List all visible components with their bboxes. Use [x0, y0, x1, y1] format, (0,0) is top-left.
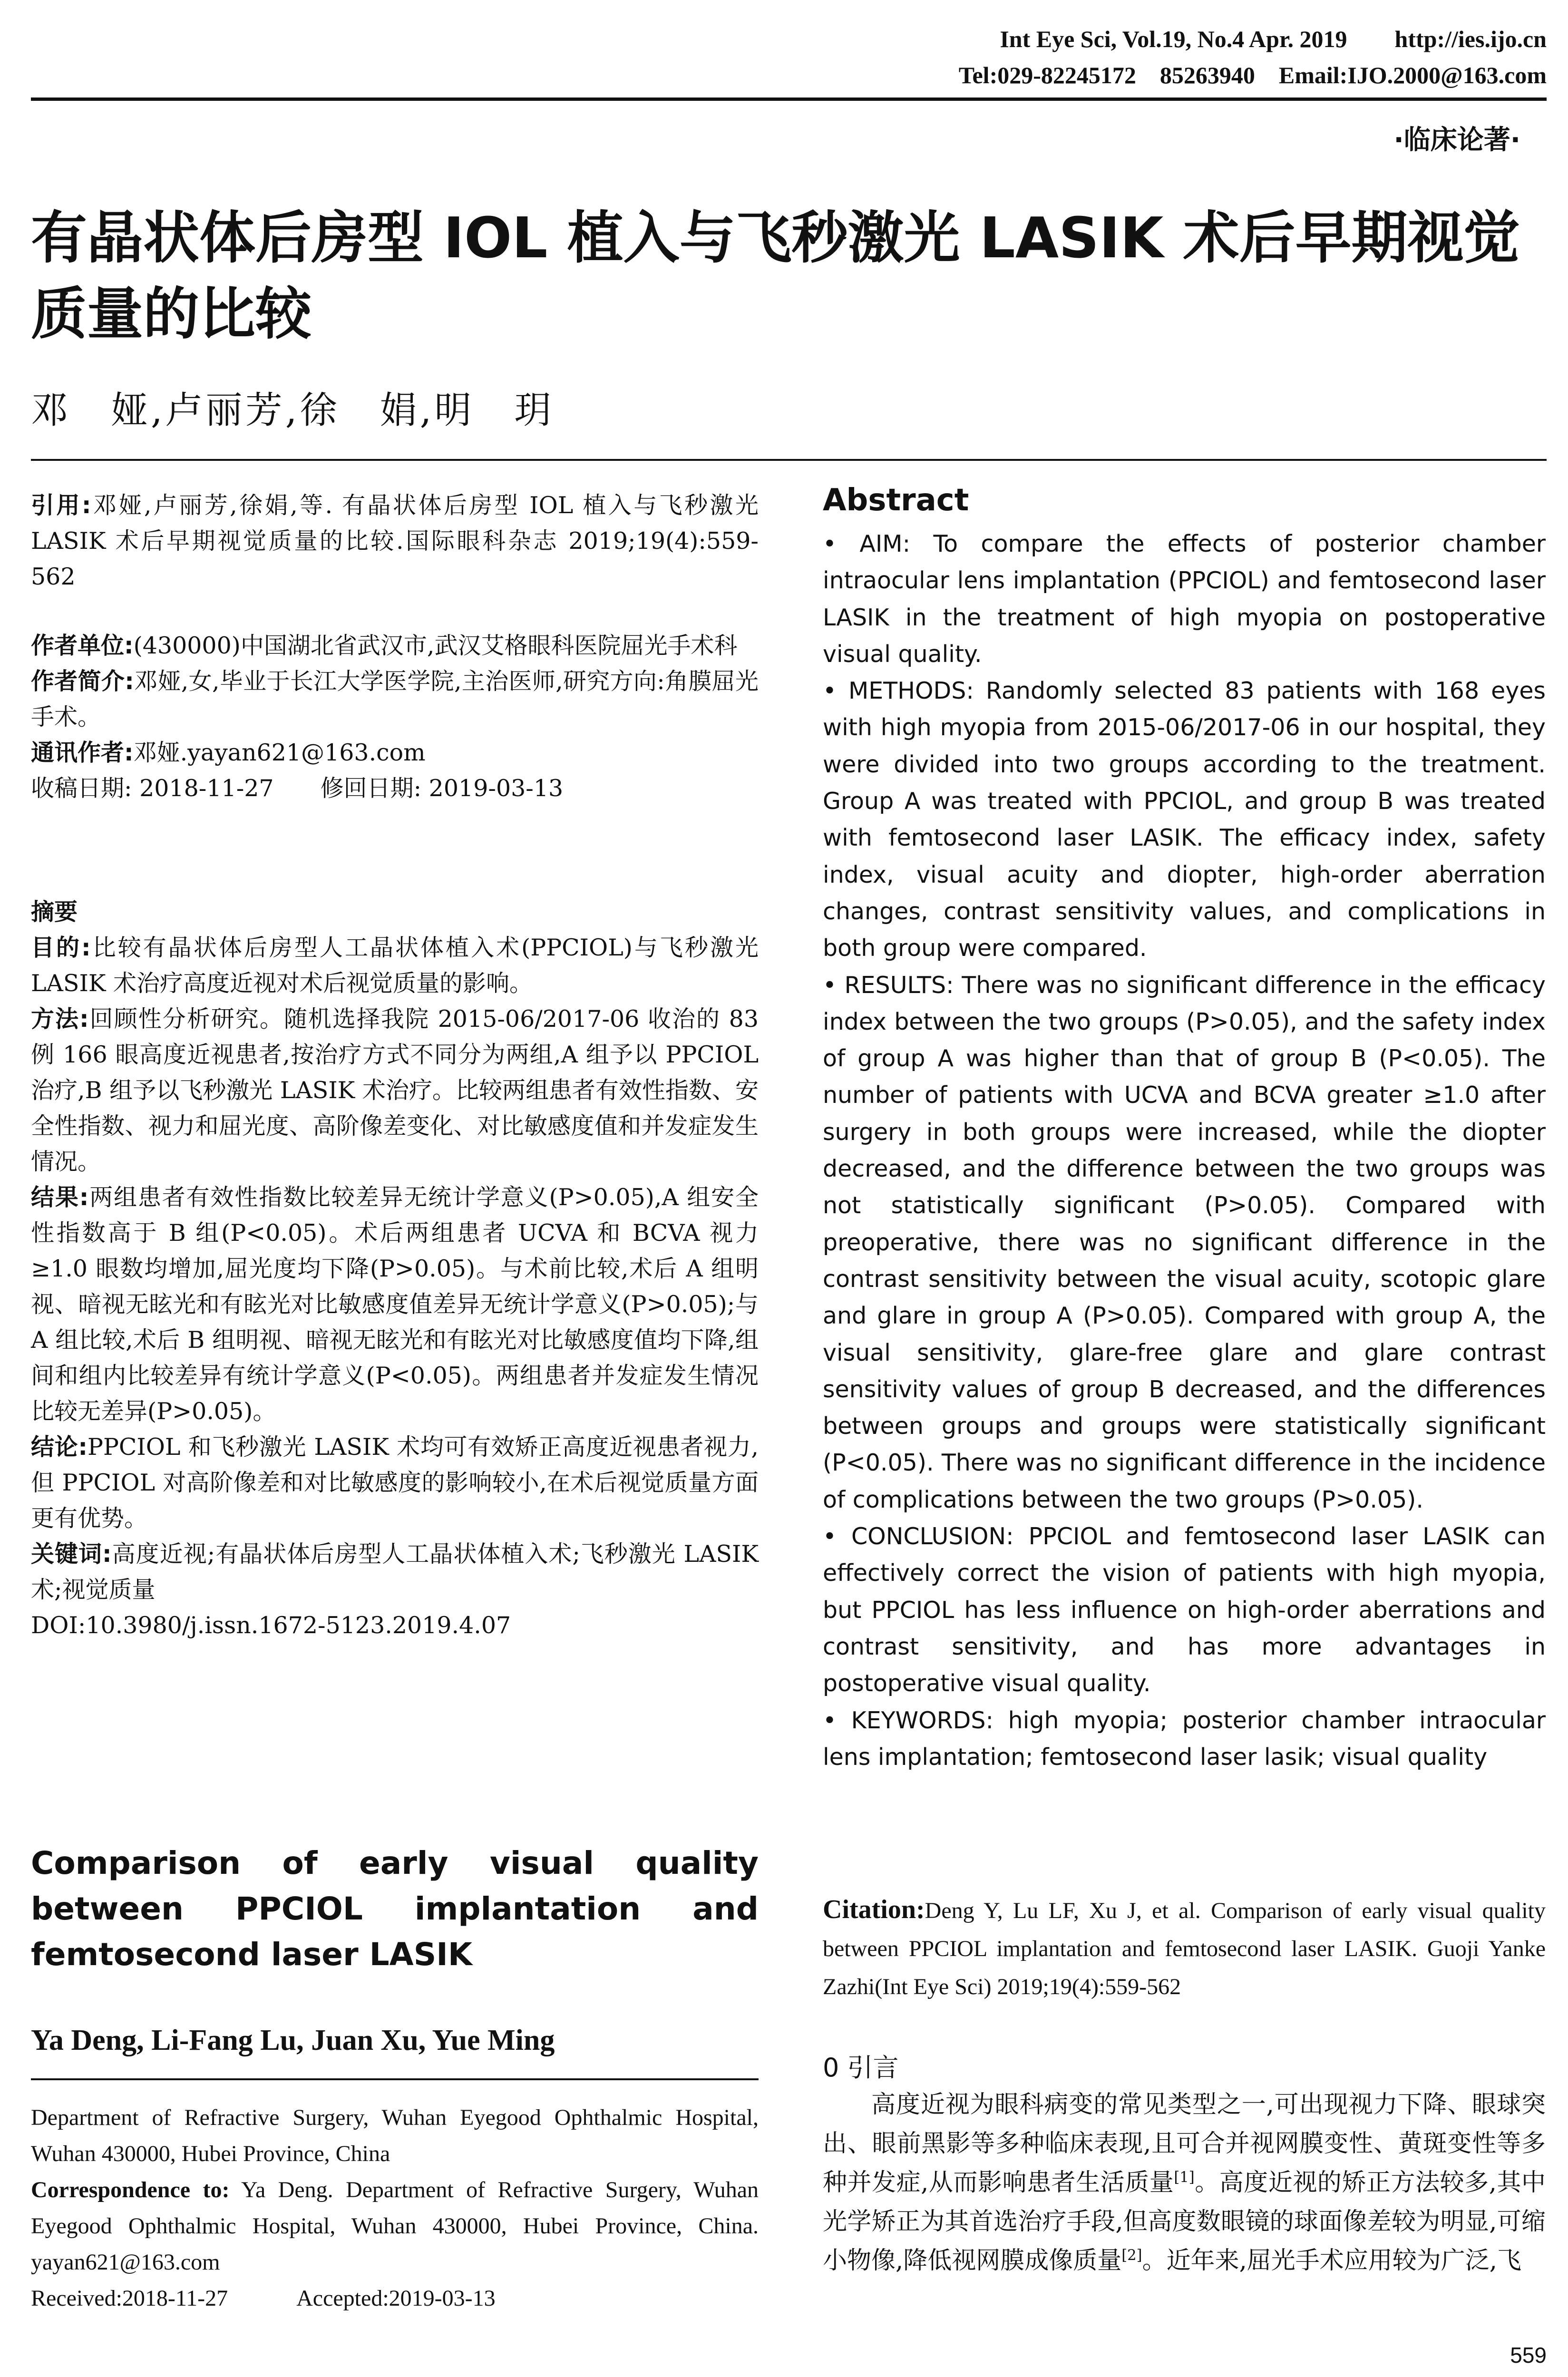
- journal-header-line: Int Eye Sci, Vol.19, No.4 Apr. 2019 http://ies.ijo.cn: [1000, 26, 1547, 52]
- citation-en: Citation:Deng Y, Lu LF, Xu J, et al. Comparison of early visual quality between PPCIOL implantation and femtosecond laser LASIK. Guoji Yanke Zazhi(Int Eye Sci) 2019;19(4):559-562: [823, 1895, 1546, 1999]
- header-rule: [31, 97, 1547, 101]
- ref-2: [2]: [1121, 2247, 1142, 2264]
- journal-contact-line: Tel:029-82245172 85263940 Email:IJO.2000@163.com: [958, 62, 1547, 88]
- intro-heading: 0 引言: [823, 2053, 899, 2083]
- en-metadata: [31, 2100, 759, 2317]
- methods-cn: 方法:回顾性分析研究。随机选择我院 2015-06/2017-06 收治的 83 例 166 眼高度近视患者,按治疗方式不同分为两组,A 组予以 PPCIOL 治疗,B 组予以飞秒激光 LASIK 术治疗。比较两组患者有效性指数、安全性指数、视力和屈光度、高阶像差变化、对比敏感度值和并发症发生情况。: [31, 1005, 759, 1175]
- cn-metadata: [31, 487, 759, 806]
- citation-cn: 引用:邓娅,卢丽芳,徐娟,等. 有晶状体后房型 IOL 植入与飞秒激光 LASIK 术后早期视觉质量的比较.国际眼科杂志 2019;19(4):559-562: [31, 492, 759, 590]
- corr-cn: 通讯作者:邓娅.yayan621@163.com: [31, 739, 426, 766]
- section-label: ·临床论著·: [1393, 125, 1520, 156]
- corr-en: Correspondence to: Ya Deng. Department of Refractive Surgery, Wuhan Eyegood Ophthalmic Hospital, Wuhan 430000, Hubei Province, China. yayan621@163.com: [31, 2177, 759, 2275]
- article-title-en: Comparison of early visual quality between PPCIOL implantation and femtosecond laser LASIK: [31, 1845, 759, 1973]
- abstract-heading-en: Abstract: [823, 483, 969, 518]
- conclusion-cn: 结论:PPCIOL 和飞秒激光 LASIK 术均可有效矫正高度近视患者视力,但 PPCIOL 对高阶像差和对比敏感度的影响较小,在术后视觉质量方面更有优势。: [31, 1433, 759, 1532]
- affiliation-cn: 作者单位:(430000)中国湖北省武汉市,武汉艾格眼科医院屈光手术科: [31, 632, 738, 659]
- authors-en: Ya Deng, Li-Fang Lu, Juan Xu, Yue Ming: [31, 2024, 555, 2056]
- abstract-methods: • METHODS: Randomly selected 83 patients with 168 eyes with high myopia from 2015-06/2017-06 in our hospital, they were divided into two groups according to the treatment. Group A was treated with PPCIOL, and group B was treated with femtosecond laser LASIK. The efficacy index, safety index, visual acuity and diopter, high-order aberration changes, contrast sensitivity values, and complications in both group were compared.: [823, 677, 1546, 962]
- intro-paragraph: 高度近视为眼科病变的常见类型之一,可出现视力下降、眼球突出、眼前黑影等多种临床表现,且可合并视网膜变性、黄斑变性等多种并发症,从而影响患者生活质量[1]。高度近视的矫正方法较多,其中光学矫正为其首选治疗手段,但高度数眼镜的球面像差较为明显,可缩小物像,降低视网膜成像质量[2]。近年来,屈光手术应用较为广泛,飞: [823, 2091, 1546, 2275]
- title-rule: [31, 459, 1547, 461]
- department-en: Department of Refractive Surgery, Wuhan Eyegood Ophthalmic Hospital, Wuhan 430000, Hubei Province, China: [31, 2105, 759, 2166]
- abstract-en: [823, 526, 1546, 1775]
- results-cn: 结果:两组患者有效性指数比较差异无统计学意义(P>0.05),A 组安全性指数高于 B 组(P<0.05)。术后两组患者 UCVA 和 BCVA 视力≥1.0 眼数均增加,屈光度均下降(P>0.05)。与术前比较,术后 A 组明视、暗视无眩光和有眩光对比敏感度值差异无统计学意义(P>0.05);与 A 组比较,术后 B 组明视、暗视无眩光和有眩光对比敏感度值均下降,组间和组内比较差异有统计学意义(P<0.05)。两组患者并发症发生情况比较无差异(P>0.05)。: [31, 1184, 759, 1425]
- abstract-aim: • AIM: To compare the effects of posterior chamber intraocular lens implantation (PPCIOL) and femtosecond laser LASIK in the treatment of high myopia on postoperative visual quality.: [823, 530, 1546, 668]
- aim-cn: 目的:比较有晶状体后房型人工晶状体植入术(PPCIOL)与飞秒激光 LASIK 术治疗高度近视对术后视觉质量的影响。: [31, 934, 759, 997]
- intro-body: [823, 2085, 1546, 2280]
- abstract-heading-cn: 摘要: [31, 898, 78, 925]
- article-title-cn: 有晶状体后房型 IOL 植入与飞秒激光 LASIK 术后早期视觉质量的比较: [31, 205, 1520, 347]
- abstract-results: • RESULTS: There was no significant difference in the efficacy index between the two groups (P>0.05), and the safety index of group A was higher than that of group B (P<0.05). The number of patients with UCVA and BCVA greater ≥1.0 after surgery in both groups were increased, while the diopter decreased, and the difference between the two groups was not statistically significant (P>0.05). Compared with preoperative, there was no significant difference in the contrast sensitivity between the visual acuity, scotopic glare and glare in group A (P>0.05). Compared with group A, the visual sensitivity, glare-free glare and glare contrast sensitivity values of group B decreased, and the differences between groups and groups were statistically significant (P<0.05). There was no significant difference in the incidence of complications between the two groups (P>0.05).: [823, 971, 1546, 1513]
- ref-1: [1]: [1174, 2169, 1195, 2186]
- en-authors-rule: [31, 2078, 759, 2080]
- doi: DOI:10.3980/j.issn.1672-5123.2019.4.07: [31, 1612, 511, 1639]
- received-en: Received:2018-11-27 Accepted:2019-03-13: [31, 2286, 496, 2311]
- keywords-cn: 关键词:高度近视;有晶状体后房型人工晶状体植入术;飞秒激光 LASIK 术;视觉质量: [31, 1540, 759, 1603]
- cn-abstract: [31, 894, 759, 1643]
- received-cn: 收稿日期: 2018-11-27 修回日期: 2019-03-13: [31, 775, 564, 802]
- page-number: 559: [1510, 2343, 1547, 2367]
- authors-cn: 邓 娅,卢丽芳,徐 娟,明 玥: [31, 389, 555, 432]
- bio-cn: 作者简介:邓娅,女,毕业于长江大学医学院,主治医师,研究方向:角膜屈光手术。: [31, 668, 759, 731]
- abstract-conclusion: • CONCLUSION: PPCIOL and femtosecond laser LASIK can effectively correct the vision of patients with high myopia, but PPCIOL has less influence on high-order aberrations and contrast sensitivity, and has more advantages in postoperative visual quality.: [823, 1523, 1546, 1697]
- abstract-keywords: • KEYWORDS: high myopia; posterior chamber intraocular lens implantation; femtosecond laser lasik; visual quality: [823, 1706, 1546, 1771]
